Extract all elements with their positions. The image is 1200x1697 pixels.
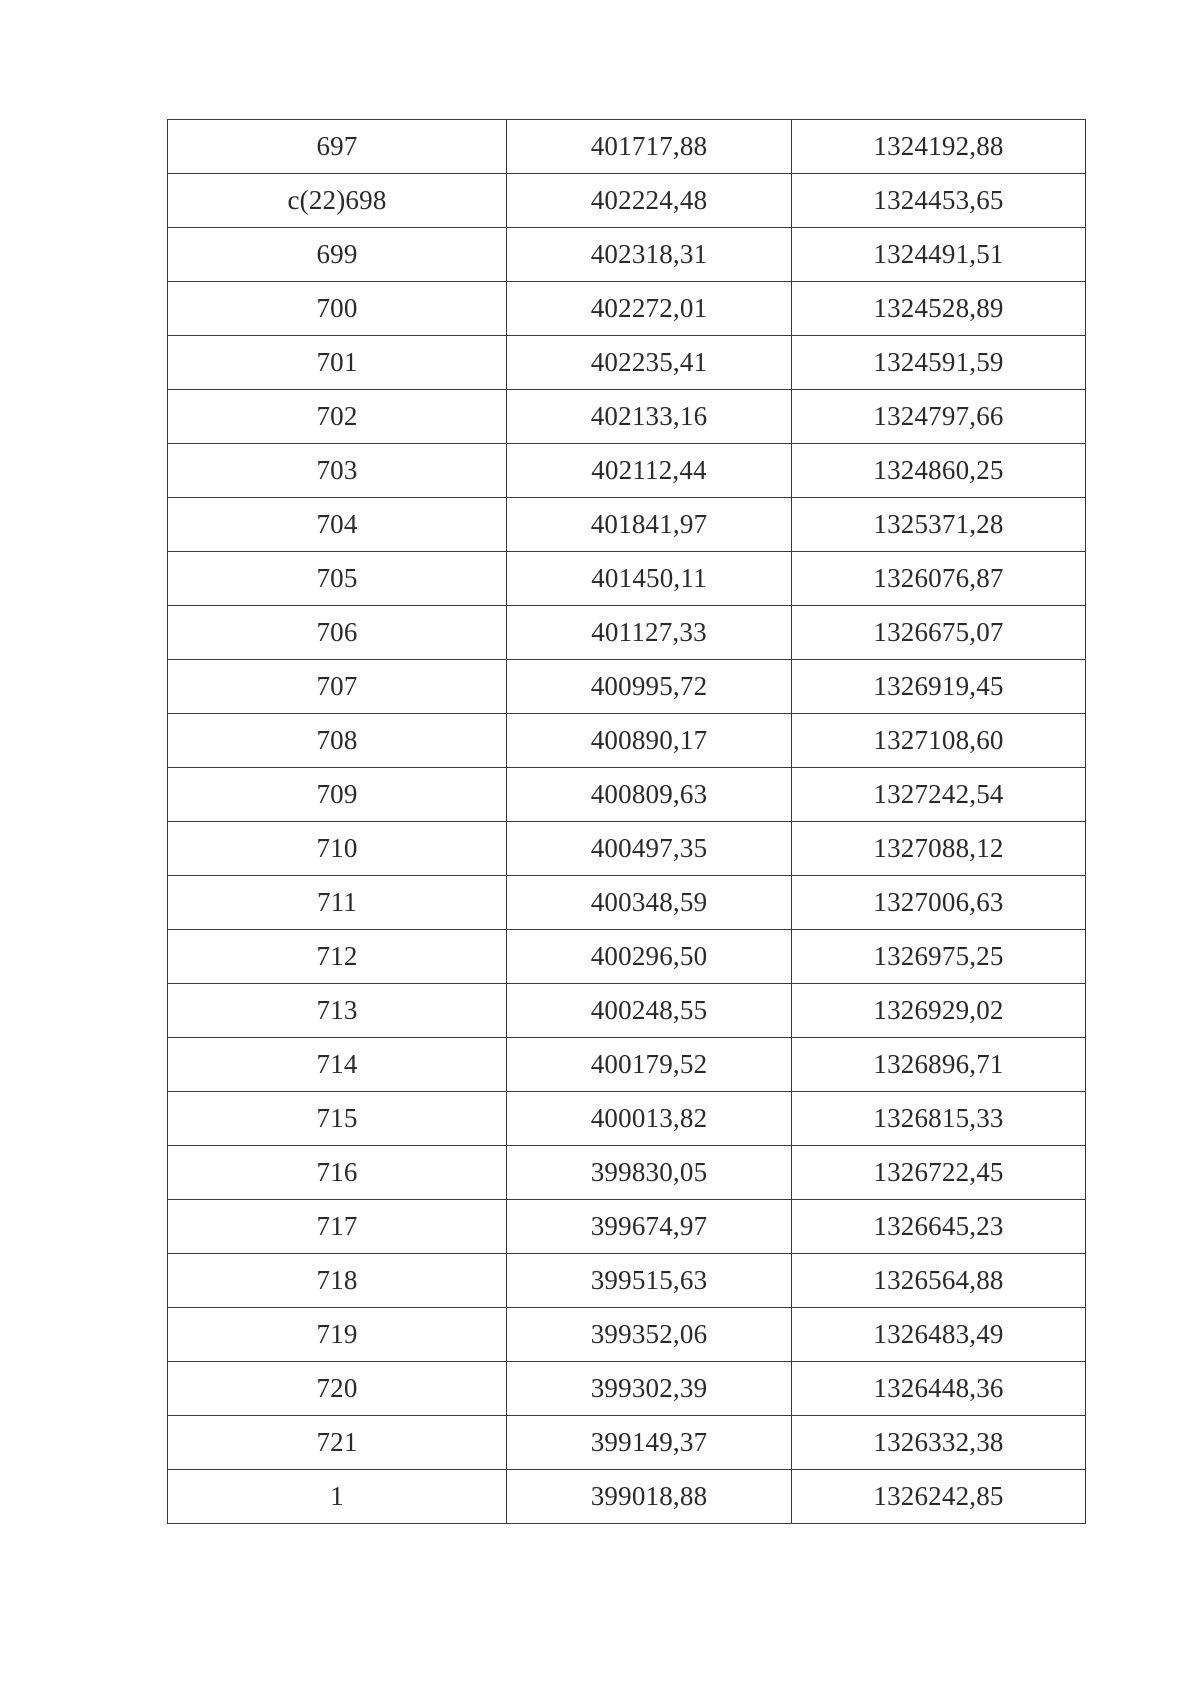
x-coordinate-cell: 401127,33 xyxy=(507,606,792,660)
point-number-cell: 712 xyxy=(168,930,507,984)
point-number-cell: 703 xyxy=(168,444,507,498)
x-coordinate-cell: 399149,37 xyxy=(507,1416,792,1470)
table-row xyxy=(168,1200,1086,1254)
point-number-cell: 709 xyxy=(168,768,507,822)
y-coordinate-cell: 1326896,71 xyxy=(792,1038,1086,1092)
point-number-cell: 719 xyxy=(168,1308,507,1362)
table-row xyxy=(168,1254,1086,1308)
table-row xyxy=(168,228,1086,282)
x-coordinate-cell: 402133,16 xyxy=(507,390,792,444)
table-row xyxy=(168,174,1086,228)
y-coordinate-cell: 1324192,88 xyxy=(792,120,1086,174)
y-coordinate-cell: 1326722,45 xyxy=(792,1146,1086,1200)
x-coordinate-cell: 399674,97 xyxy=(507,1200,792,1254)
y-coordinate-cell: 1326564,88 xyxy=(792,1254,1086,1308)
x-coordinate-cell: 399352,06 xyxy=(507,1308,792,1362)
point-number-cell: c(22)698 xyxy=(168,174,507,228)
table-row xyxy=(168,822,1086,876)
table-row xyxy=(168,1416,1086,1470)
point-number-cell: 697 xyxy=(168,120,507,174)
x-coordinate-cell: 401841,97 xyxy=(507,498,792,552)
x-coordinate-cell: 400890,17 xyxy=(507,714,792,768)
point-number-cell: 711 xyxy=(168,876,507,930)
point-number-cell: 713 xyxy=(168,984,507,1038)
x-coordinate-cell: 400013,82 xyxy=(507,1092,792,1146)
x-coordinate-cell: 400248,55 xyxy=(507,984,792,1038)
point-number-cell: 718 xyxy=(168,1254,507,1308)
y-coordinate-cell: 1327242,54 xyxy=(792,768,1086,822)
point-number-cell: 715 xyxy=(168,1092,507,1146)
x-coordinate-cell: 400179,52 xyxy=(507,1038,792,1092)
y-coordinate-cell: 1326929,02 xyxy=(792,984,1086,1038)
table-row xyxy=(168,1362,1086,1416)
table-row xyxy=(168,984,1086,1038)
y-coordinate-cell: 1324797,66 xyxy=(792,390,1086,444)
y-coordinate-cell: 1326975,25 xyxy=(792,930,1086,984)
point-number-cell: 707 xyxy=(168,660,507,714)
table-row xyxy=(168,876,1086,930)
x-coordinate-cell: 402235,41 xyxy=(507,336,792,390)
point-number-cell: 714 xyxy=(168,1038,507,1092)
x-coordinate-cell: 399302,39 xyxy=(507,1362,792,1416)
y-coordinate-cell: 1325371,28 xyxy=(792,498,1086,552)
x-coordinate-cell: 401717,88 xyxy=(507,120,792,174)
y-coordinate-cell: 1326815,33 xyxy=(792,1092,1086,1146)
y-coordinate-cell: 1326448,36 xyxy=(792,1362,1086,1416)
table-row xyxy=(168,1470,1086,1524)
point-number-cell: 710 xyxy=(168,822,507,876)
x-coordinate-cell: 402318,31 xyxy=(507,228,792,282)
table-row xyxy=(168,1038,1086,1092)
table-row xyxy=(168,714,1086,768)
y-coordinate-cell: 1327088,12 xyxy=(792,822,1086,876)
y-coordinate-cell: 1326483,49 xyxy=(792,1308,1086,1362)
y-coordinate-cell: 1327108,60 xyxy=(792,714,1086,768)
y-coordinate-cell: 1327006,63 xyxy=(792,876,1086,930)
x-coordinate-cell: 400809,63 xyxy=(507,768,792,822)
y-coordinate-cell: 1324860,25 xyxy=(792,444,1086,498)
y-coordinate-cell: 1324491,51 xyxy=(792,228,1086,282)
point-number-cell: 716 xyxy=(168,1146,507,1200)
x-coordinate-cell: 399830,05 xyxy=(507,1146,792,1200)
x-coordinate-cell: 402224,48 xyxy=(507,174,792,228)
point-number-cell: 699 xyxy=(168,228,507,282)
table-row xyxy=(168,282,1086,336)
table-row xyxy=(168,120,1086,174)
x-coordinate-cell: 400995,72 xyxy=(507,660,792,714)
point-number-cell: 700 xyxy=(168,282,507,336)
y-coordinate-cell: 1326645,23 xyxy=(792,1200,1086,1254)
y-coordinate-cell: 1324528,89 xyxy=(792,282,1086,336)
table-row xyxy=(168,606,1086,660)
table-row xyxy=(168,1092,1086,1146)
y-coordinate-cell: 1326242,85 xyxy=(792,1470,1086,1524)
table-row xyxy=(168,390,1086,444)
point-number-cell: 704 xyxy=(168,498,507,552)
table-row xyxy=(168,1308,1086,1362)
point-number-cell: 1 xyxy=(168,1470,507,1524)
y-coordinate-cell: 1326919,45 xyxy=(792,660,1086,714)
table-row xyxy=(168,1146,1086,1200)
point-number-cell: 706 xyxy=(168,606,507,660)
x-coordinate-cell: 400296,50 xyxy=(507,930,792,984)
table-row xyxy=(168,444,1086,498)
y-coordinate-cell: 1324591,59 xyxy=(792,336,1086,390)
x-coordinate-cell: 399515,63 xyxy=(507,1254,792,1308)
point-number-cell: 702 xyxy=(168,390,507,444)
x-coordinate-cell: 400497,35 xyxy=(507,822,792,876)
point-number-cell: 701 xyxy=(168,336,507,390)
y-coordinate-cell: 1326675,07 xyxy=(792,606,1086,660)
table-row xyxy=(168,930,1086,984)
point-number-cell: 708 xyxy=(168,714,507,768)
coordinates-table-body xyxy=(168,120,1086,1524)
y-coordinate-cell: 1326076,87 xyxy=(792,552,1086,606)
x-coordinate-cell: 401450,11 xyxy=(507,552,792,606)
y-coordinate-cell: 1326332,38 xyxy=(792,1416,1086,1470)
point-number-cell: 705 xyxy=(168,552,507,606)
table-row xyxy=(168,552,1086,606)
point-number-cell: 717 xyxy=(168,1200,507,1254)
point-number-cell: 720 xyxy=(168,1362,507,1416)
coordinates-table xyxy=(167,119,1086,1524)
x-coordinate-cell: 399018,88 xyxy=(507,1470,792,1524)
y-coordinate-cell: 1324453,65 xyxy=(792,174,1086,228)
x-coordinate-cell: 402112,44 xyxy=(507,444,792,498)
x-coordinate-cell: 402272,01 xyxy=(507,282,792,336)
table-row xyxy=(168,768,1086,822)
table-row xyxy=(168,660,1086,714)
table-row xyxy=(168,498,1086,552)
table-row xyxy=(168,336,1086,390)
x-coordinate-cell: 400348,59 xyxy=(507,876,792,930)
point-number-cell: 721 xyxy=(168,1416,507,1470)
